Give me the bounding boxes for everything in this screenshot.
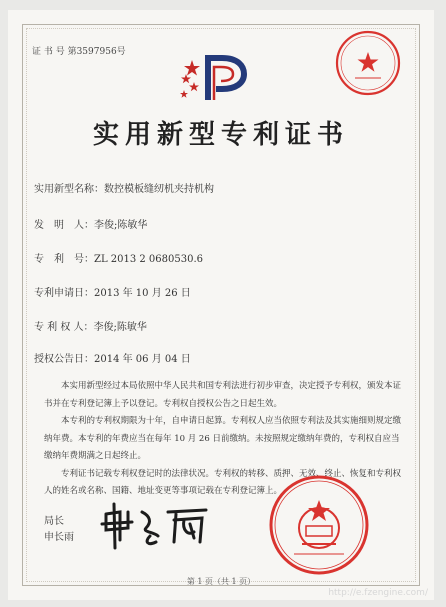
field-label: 专 利 号： <box>34 254 94 265</box>
body-paragraph: 专利证书记载专利权登记时的法律状况。专利权的转移、质押、无效、终止、恢复和专利权人的姓名或名称、国籍、地址变更等事项记载在专利登记簿上。 <box>44 468 402 496</box>
official-seal-icon <box>333 28 403 98</box>
page-footer: 第 1 页（共 1 页） <box>186 577 256 586</box>
field-inventor <box>34 216 147 231</box>
field-value: 2014 年 06 月 04 日 <box>94 354 191 365</box>
signature-title: 局长 <box>44 516 64 527</box>
field-patent-no <box>34 250 203 265</box>
handwritten-signature-icon <box>98 502 218 552</box>
field-label: 授权公告日： <box>34 354 94 365</box>
field-label: 专 利 权 人： <box>34 322 94 333</box>
field-patentee <box>34 318 147 333</box>
field-utility-name <box>34 180 214 195</box>
field-label: 实用新型名称： <box>34 184 104 195</box>
field-value: 李俊;陈敏华 <box>93 322 147 333</box>
site-watermark: http://e.fzengine.com/ <box>328 588 428 598</box>
field-value: ZL 2013 2 0680530.6 <box>94 254 204 265</box>
field-label: 发 明 人： <box>34 220 94 231</box>
body-paragraph: 本专利的专利权期限为十年，自申请日起算。专利权人应当依照专利法及其实施细则规定缴纳年费。本专利的年费应当在每年 10 月 26 日前缴纳。未按照规定缴纳年费的，专利权自应当缴纳年费期满之日起终止。 <box>44 416 402 461</box>
field-value: 数控模板缝纫机夹持机构 <box>104 184 214 195</box>
bottom-seal-icon <box>264 470 374 580</box>
cert-number: 证 书 号 第3597956号 <box>32 47 126 57</box>
field-value: 李俊;陈敏华 <box>94 220 148 231</box>
field-grant-date <box>34 350 191 365</box>
body-paragraph: 本实用新型经过本局依照中华人民共和国专利法进行初步审查，决定授予专利权，颁发本证书并在专利登记簿上予以登记。专利权自授权公告之日起生效。 <box>44 381 402 409</box>
certificate-title: 实用新型专利证书 <box>92 120 349 150</box>
field-value: 2013 年 10 月 26 日 <box>94 288 191 299</box>
cnipa-logo-icon <box>178 50 258 105</box>
field-filing-date <box>34 284 191 299</box>
field-label: 专利申请日： <box>34 288 94 299</box>
certificate-page <box>8 10 434 600</box>
signature-name: 申长雨 <box>44 532 74 543</box>
